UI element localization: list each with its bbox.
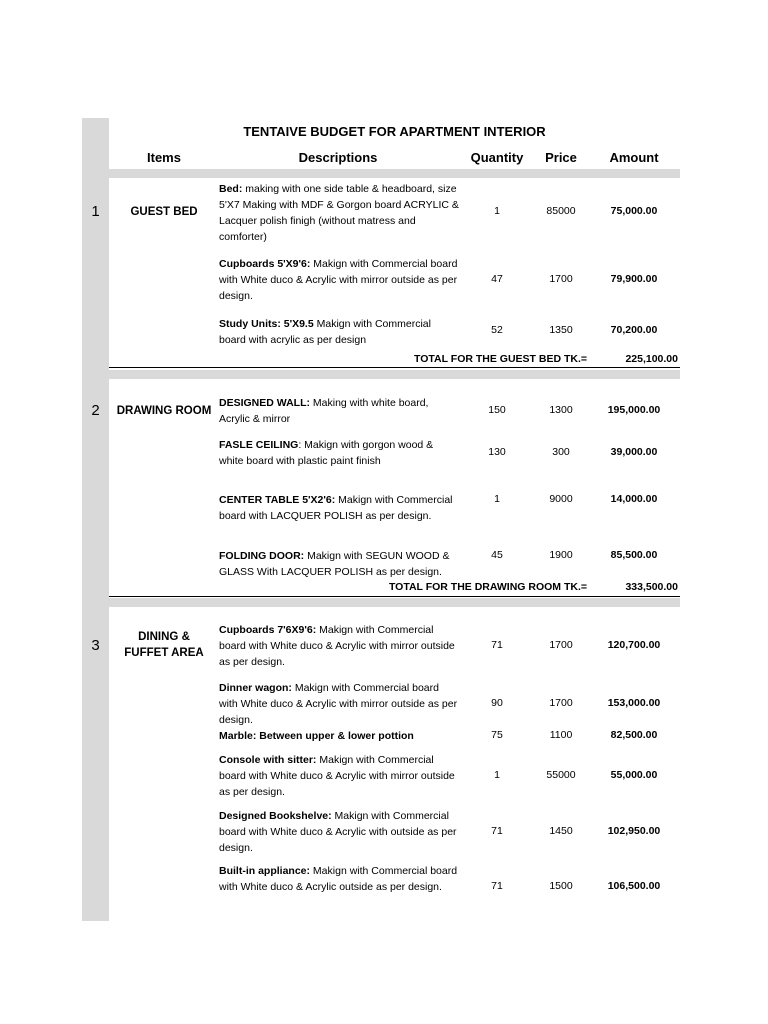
section-number: 3 xyxy=(91,637,100,654)
item-description xyxy=(219,548,459,580)
item-amount: 75,000.00 xyxy=(610,205,658,217)
item-amount: 82,500.00 xyxy=(610,729,658,741)
item-quantity: 1 xyxy=(494,205,500,217)
section-total-amount: 225,100.00 xyxy=(625,353,678,365)
item-price: 9000 xyxy=(549,493,573,505)
section-1-band xyxy=(109,370,680,379)
item-detail: Makign with Commercial board with acrylic as per design xyxy=(219,318,431,346)
section-total-label: TOTAL FOR THE GUEST BED TK.= xyxy=(414,353,587,365)
header-divider-band xyxy=(109,169,680,178)
item-detail: Makign with SEGUN WOOD & GLASS With LACQUER POLISH as per design. xyxy=(219,550,450,578)
section-1-rule xyxy=(109,367,680,368)
item-quantity: 1 xyxy=(494,493,500,505)
item-amount: 120,700.00 xyxy=(607,639,661,651)
item-price: 1700 xyxy=(549,639,573,651)
section-name: DINING & FUFFET AREA xyxy=(124,631,204,659)
item-description xyxy=(219,492,459,524)
item-price: 1350 xyxy=(549,324,573,336)
left-gutter xyxy=(82,118,109,921)
item-amount: 153,000.00 xyxy=(607,697,661,709)
item-quantity: 45 xyxy=(491,549,503,561)
item-quantity: 1 xyxy=(494,769,500,781)
header-amount: Amount xyxy=(609,150,659,165)
item-title: FASLE CEILING xyxy=(219,439,299,451)
item-title: Marble: Between upper & lower pottion xyxy=(219,730,414,742)
section-2-rule xyxy=(109,596,680,597)
section-total-label: TOTAL FOR THE DRAWING ROOM TK.= xyxy=(388,581,587,593)
item-detail: : Makign with gorgon wood & white board with plastic paint finish xyxy=(219,439,434,467)
item-detail: making with one side table & headboard, size 5'X7 Making with MDF & Gorgon board ACRYLIC & Lacquer polish finigh (without matress and comforter) xyxy=(219,183,459,243)
item-detail: Makign with Commercial board with White duco & Acrylic with mirror outside as per design. xyxy=(219,258,458,302)
section-name: DRAWING ROOM xyxy=(116,405,212,417)
item-title: Dinner wagon: xyxy=(219,682,292,694)
item-detail: Makign with Commercial board with LACQUER POLISH as per design. xyxy=(219,494,453,522)
header-price: Price xyxy=(545,150,577,165)
item-price: 1700 xyxy=(549,697,573,709)
item-title: Study Units: 5'X9.5 xyxy=(219,318,314,330)
item-quantity: 71 xyxy=(491,880,503,892)
item-quantity: 150 xyxy=(488,404,506,416)
item-amount: 14,000.00 xyxy=(610,493,658,505)
item-amount: 70,200.00 xyxy=(610,324,658,336)
item-detail: Makign with Commercial board with White duco & Acrylic with mirror outside as per design. xyxy=(219,624,455,668)
item-amount: 102,950.00 xyxy=(607,825,661,837)
item-amount: 79,900.00 xyxy=(610,273,658,285)
item-detail: Makign with Commercial board with White duco & Acrylic with mirror outside as per design. xyxy=(219,754,455,798)
item-quantity: 71 xyxy=(491,639,503,651)
item-title: Built-in appliance: xyxy=(219,865,311,877)
item-detail: Making with white board, Acrylic & mirror xyxy=(219,397,429,425)
item-title: Designed Bookshelve: xyxy=(219,810,332,822)
section-name: GUEST BED xyxy=(130,206,198,218)
item-description xyxy=(219,395,459,427)
header-quantity: Quantity xyxy=(470,150,524,165)
item-description xyxy=(219,680,459,728)
item-detail: Makign with Commercial board with White duco & Acrylic outside as per design. xyxy=(219,865,458,893)
item-description xyxy=(219,752,459,800)
item-quantity: 75 xyxy=(491,729,503,741)
item-title: Console with sitter: xyxy=(219,754,317,766)
item-price: 1900 xyxy=(549,549,573,561)
item-amount: 55,000.00 xyxy=(610,769,658,781)
item-amount: 39,000.00 xyxy=(610,446,658,458)
item-title: Bed: xyxy=(219,183,243,195)
item-description xyxy=(219,437,459,469)
item-quantity: 130 xyxy=(488,446,506,458)
section-2-band xyxy=(109,598,680,607)
item-amount: 106,500.00 xyxy=(607,880,661,892)
page-title: TENTAIVE BUDGET FOR APARTMENT INTERIOR xyxy=(243,124,546,139)
item-price: 1100 xyxy=(549,729,573,741)
item-description xyxy=(219,808,459,856)
item-price: 85000 xyxy=(546,205,576,217)
item-title: Cupboards 5'X9'6: xyxy=(219,258,311,270)
item-price: 55000 xyxy=(546,769,576,781)
item-detail: Makign with Commercial board with White duco & Acrylic with mirror outside as per design. xyxy=(219,682,458,726)
item-price: 1500 xyxy=(549,880,573,892)
item-title: FOLDING DOOR: xyxy=(219,550,305,562)
item-description xyxy=(219,181,459,245)
item-description xyxy=(219,728,459,744)
item-description xyxy=(219,863,459,895)
header-items: Items xyxy=(147,150,181,165)
item-quantity: 52 xyxy=(491,324,503,336)
item-price: 1700 xyxy=(549,273,573,285)
item-price: 1450 xyxy=(549,825,573,837)
item-title: DESIGNED WALL: xyxy=(219,397,310,409)
item-title: CENTER TABLE 5'X2'6: xyxy=(219,494,336,506)
item-quantity: 90 xyxy=(491,697,503,709)
item-price: 1300 xyxy=(549,404,573,416)
item-description xyxy=(219,316,459,348)
item-amount: 85,500.00 xyxy=(610,549,658,561)
item-description xyxy=(219,622,459,670)
item-price: 300 xyxy=(552,446,570,458)
item-title: Cupboards 7'6X9'6: xyxy=(219,624,317,636)
section-total-amount: 333,500.00 xyxy=(625,581,678,593)
item-detail: Makign with Commercial board with White duco & Acrylic with outside as per design. xyxy=(219,810,457,854)
item-amount: 195,000.00 xyxy=(607,404,661,416)
item-quantity: 47 xyxy=(491,273,503,285)
item-description xyxy=(219,256,459,304)
item-quantity: 71 xyxy=(491,825,503,837)
section-number: 2 xyxy=(91,402,100,419)
header-descriptions: Descriptions xyxy=(298,150,378,165)
section-number: 1 xyxy=(91,203,100,220)
